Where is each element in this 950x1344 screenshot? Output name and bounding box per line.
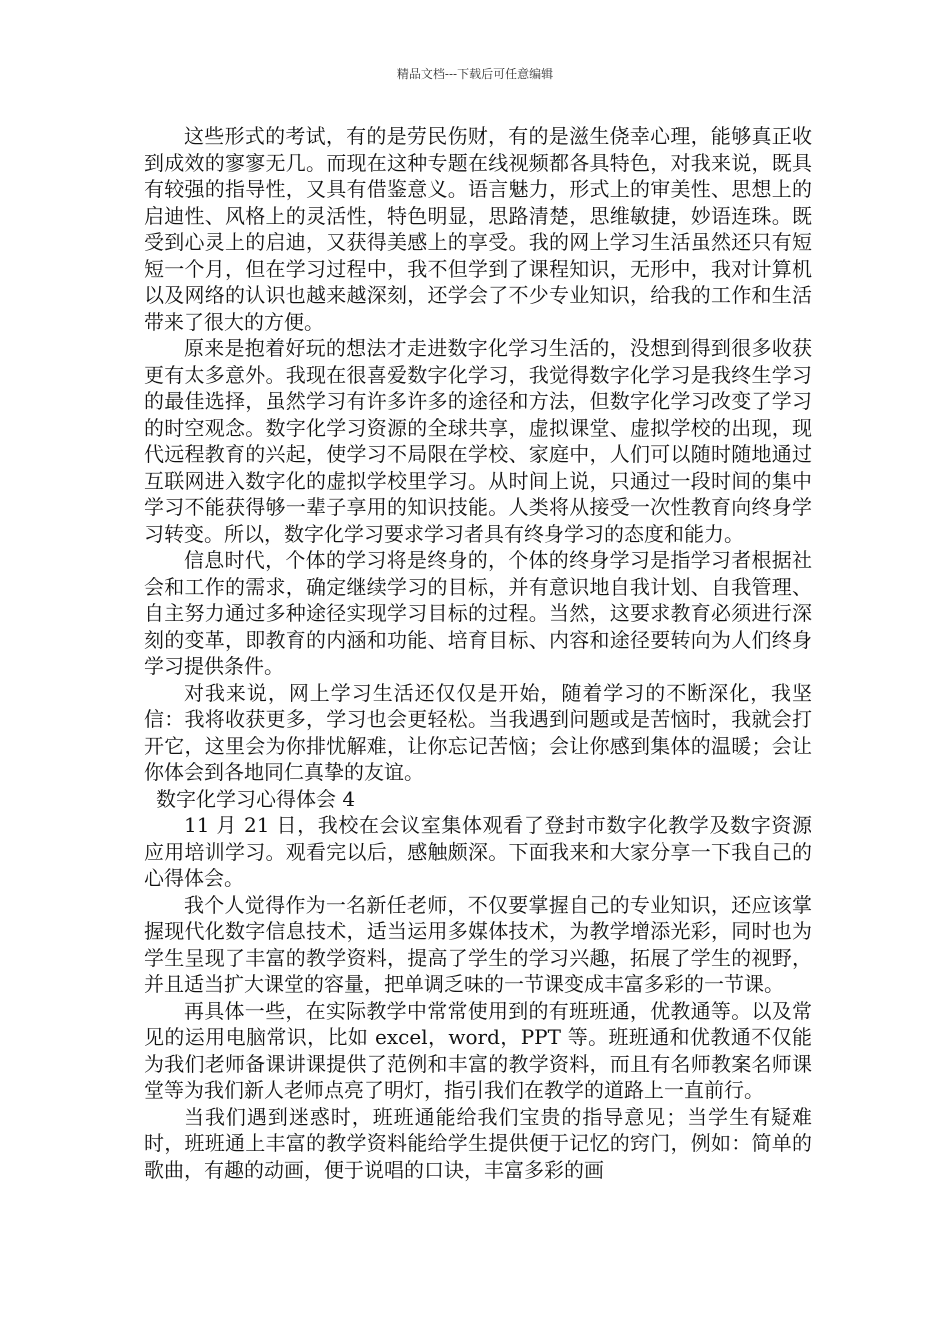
paragraph: 原来是抱着好玩的想法才走进数字化学习生活的，没想到得到很多收获更有太多意外。我现在很喜爱数字化学习，我觉得数字化学习是我终生学习的最佳选择，虽然学习有许多许多的途径和方法，但数字化学习改变了学习的时空观念。数字化学习资源的全球共享，虚拟课堂、虚拟学校的出现，现代远程教育的兴起，使学习不局限在学校、家庭中，人们可以随时随地通过互联网进入数字化的虚拟学校里学习。从时间上说，只通过一段时间的集中学习不能获得够一辈子享用的知识技能。人类将从接受一次性教育向终身学习转变。所以，数字化学习要求学习者具有终身学习的态度和能力。: [144, 336, 812, 546]
paragraph: 当我们遇到迷惑时，班班通能给我们宝贵的指导意见；当学生有疑难时，班班通上丰富的教学资料能给学生提供便于记忆的窍门，例如：简单的歌曲，有趣的动画，便于说唱的口诀，丰富多彩的画: [144, 1104, 812, 1182]
paragraph: 这些形式的考试，有的是劳民伤财，有的是滋生侥幸心理，能够真正收到成效的寥寥无几。而现在这种专题在线视频都各具特色，对我来说，既具有较强的指导性，又具有借鉴意义。语言魅力，形式上的审美性、思想上的启迪性、风格上的灵活性，特色明显，思路清楚，思维敏捷，妙语连珠。既受到心灵上的启迪，又获得美感上的享受。我的网上学习生活虽然还只有短短一个月，但在学习过程中，我不但学到了课程知识，无形中，我对计算机以及网络的认识也越来越深刻，还学会了不少专业知识，给我的工作和生活带来了很大的方便。: [144, 124, 812, 334]
paragraph: 11 月 21 日，我校在会议室集体观看了登封市数字化教学及数字资源应用培训学习。观看完以后，感触颇深。下面我来和大家分享一下我自己的心得体会。: [144, 813, 812, 890]
section-heading: 数字化学习心得体会 4: [156, 786, 356, 811]
paragraph: 我个人觉得作为一名新任老师，不仅要掌握自己的专业知识，还应该掌握现代化数字信息技术，适当运用多媒体技术，为教学增添光彩，同时也为学生呈现了丰富的教学资料，提高了学生的学习兴趣，拓展了学生的视野，并且适当扩大课堂的容量，把单调乏味的一节课变成丰富多彩的一节课。: [144, 892, 812, 996]
paragraph: 再具体一些，在实际教学中常常使用到的有班班通，优教通等。以及常见的运用电脑常识，比如 excel，word，PPT 等。班班通和优教通不仅能为我们老师备课讲课提供了范例和丰富的教学资料，而且有名师教案名师课堂等为我们新人老师点亮了明灯，指引我们在教学的道路上一直前行。: [144, 998, 812, 1102]
page-header: 精品文档---下载后可任意编辑: [396, 67, 554, 81]
paragraph: 信息时代，个体的学习将是终身的，个体的终身学习是指学习者根据社会和工作的需求，确定继续学习的目标，并有意识地自我计划、自我管理、自主努力通过多种途径实现学习目标的过程。当然，这要求教育必须进行深刻的变革，即教育的内涵和功能、培育目标、内容和途径要转向为人们终身学习提供条件。: [144, 548, 812, 678]
document-body: [144, 123, 812, 1183]
paragraph: 对我来说，网上学习生活还仅仅是开始，随着学习的不断深化，我坚信：我将收获更多，学习也会更轻松。当我遇到问题或是苦恼时，我就会打开它，这里会为你排忧解难，让你忘记苦恼；会让你感到集体的温暖；会让你体会到各地同仁真挚的友谊。: [144, 680, 812, 784]
